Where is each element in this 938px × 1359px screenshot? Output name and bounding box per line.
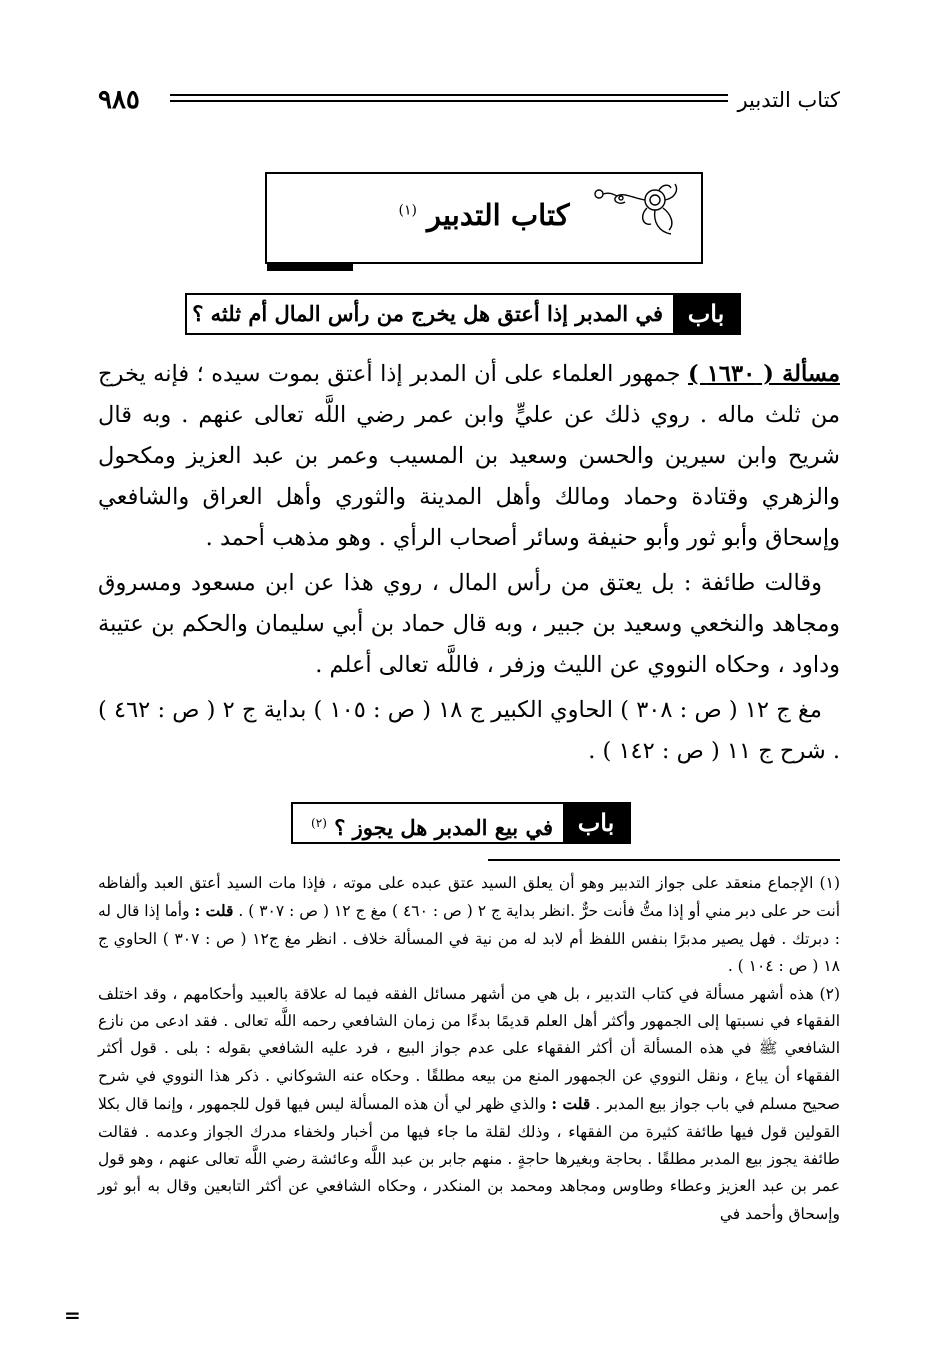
- section-heading-1-text: في المدبر إذا أعتق هل يخرج من رأس المال أم ثلثه ؟: [192, 301, 663, 326]
- footnote-ref-2: (٢): [311, 816, 327, 830]
- chapter-title: [267, 198, 701, 232]
- footnote-ref-1: (١): [398, 202, 417, 219]
- footnote-2-qultu: قلت :: [551, 1094, 591, 1114]
- footnote-2: [98, 981, 840, 1229]
- footnote-1-continued: وأما إذا قال له : دبرتك . فهل يصير مدبرًا بنفس اللفظ أم لابد له من نية في المسألة خلاف . انظر مغ ج١٢ ( ص : ٣٠٧ ) الحاوي ج ١٨ ( ص : ١٠٤ ) .: [98, 902, 841, 976]
- section-heading-2-title: في بيع المدبر هل يجوز ؟: [334, 815, 553, 840]
- bab-label: باب: [673, 295, 739, 333]
- footnote-2-continued: والذي ظهر لي أن هذه المسألة ليس فيها قول للجمهور ، وإنما قال بكلا القولين قول فيها طائفة كثيرة من الفقهاء ، وذلك لقلة ما جاء فيها من أخبار ولخفاء مدرك الجواز وعدمه . فقالت طائفة يجوز بيع المدبر مطلقًا . بحاجة وبغيرها حاجةٍ . منهم جابر بن عبد اللَّه وعائشة رضي اللَّه تعالى عنهم ، وهو قول عمر بن عبد العزيز وعطاء وطاوس ومجاهد ومحمد بن المنكدر ، وحكاه الشافعي عن أكثر التابعين وقال به أبو ثور وإسحاق وأحمد في: [98, 1095, 840, 1223]
- second-opinion-paragraph: وقالت طائفة : بل يعتق من رأس المال ، روي هذا عن ابن مسعود ومسروق ومجاهد والنخعي وسعيد بن جبير ، وبه قال حماد بن أبي سليمان والحكم بن عتيبة وداود ، وحكاه النووي عن الليث وزفر ، فاللَّه تعالى أعلم .: [98, 570, 840, 678]
- chapter-title-text: كتاب التدبير: [427, 198, 570, 232]
- page-number: ٩٨٥: [98, 85, 140, 115]
- section-heading-2: [291, 802, 631, 844]
- continuation-mark: =: [64, 1303, 81, 1327]
- title-box-bar: [267, 263, 353, 271]
- footnote-separator: [488, 859, 840, 861]
- chapter-title-box: [265, 172, 703, 264]
- footnote-1-qultu: قلت :: [194, 901, 234, 921]
- masala-text: جمهور العلماء على أن المدبر إذا أعتق بموت سيده ؛ فإنه يخرج من ثلث ماله . روي ذلك عن عليٍّ وابن عمر رضي اللَّه تعالى عنهم . وبه قال شريح وابن سيرين والحسن وسعيد بن المسيب وعمر بن عبد العزيز ومكحول والزهري وقتادة وحماد ومالك وأهل المدينة والثوري وأهل العراق والشافعي وإسحاق وأبو ثور وأبو حنيفة وسائر أصحاب الرأي . وهو مذهب أحمد .: [98, 361, 840, 551]
- main-text: [98, 354, 840, 772]
- footnote-1: [98, 870, 840, 981]
- footnotes: [98, 870, 840, 1228]
- section-heading-1: [185, 293, 741, 335]
- bab-label-2: باب: [563, 804, 629, 842]
- footnote-2-text: (٢) هذه أشهر مسألة في كتاب التدبير ، بل هي من أشهر مسائل الفقه فيما له علاقة بالعبيد وأحكامهم ، وقد اختلف الفقهاء في نسبتها إلى الجمهور وأكثر أهل العلم قديمًا بدءًا من زمان الشافعي رحمه اللَّه تعالى . فقد ادعى من نازع الشافعي ﷺ في هذه المسألة أن أكثر الفقهاء على عدم جواز البيع ، فرد عليه الشافعي بقوله : بلى . قول أكثر الفقهاء أن يباع ، ونقل النووي عن الجمهور المنع من بيعه مطلقًا . وحكاه عنه الشوكاني . ذكر هذا النووي في شرح صحيح مسلم في باب جواز بيع المدبر .: [98, 984, 841, 1114]
- section-heading-2-text: [311, 804, 553, 842]
- masala-number: مسألة ( ١٦٣٠ ): [688, 361, 840, 387]
- running-title: كتاب التدبير: [737, 88, 840, 112]
- masala-paragraph: [98, 354, 840, 559]
- header-rule: [170, 94, 728, 102]
- references-paragraph: مغ ج ١٢ ( ص : ٣٠٨ ) الحاوي الكبير ج ١٨ ( ص : ١٠٥ ) بداية ج ٢ ( ص : ٤٦٢ ) . شرح ج ١١ ( ص : ١٤٢ ) .: [98, 697, 840, 764]
- running-header: [98, 84, 840, 116]
- footnote-1-text: (١) الإجماع منعقد على جواز التدبير وهو أن يعلق السيد عتق عبده على موته ، فإذا مات السيد أعتق العبد وألفاظه أنت حر على دبر مني أو إذا متُّ فأنت حرٌّ .انظر بداية ج ٢ ( ص : ٤٦٠ ) مغ ج ١٢ ( ص : ٣٠٧ ) .: [98, 874, 840, 921]
